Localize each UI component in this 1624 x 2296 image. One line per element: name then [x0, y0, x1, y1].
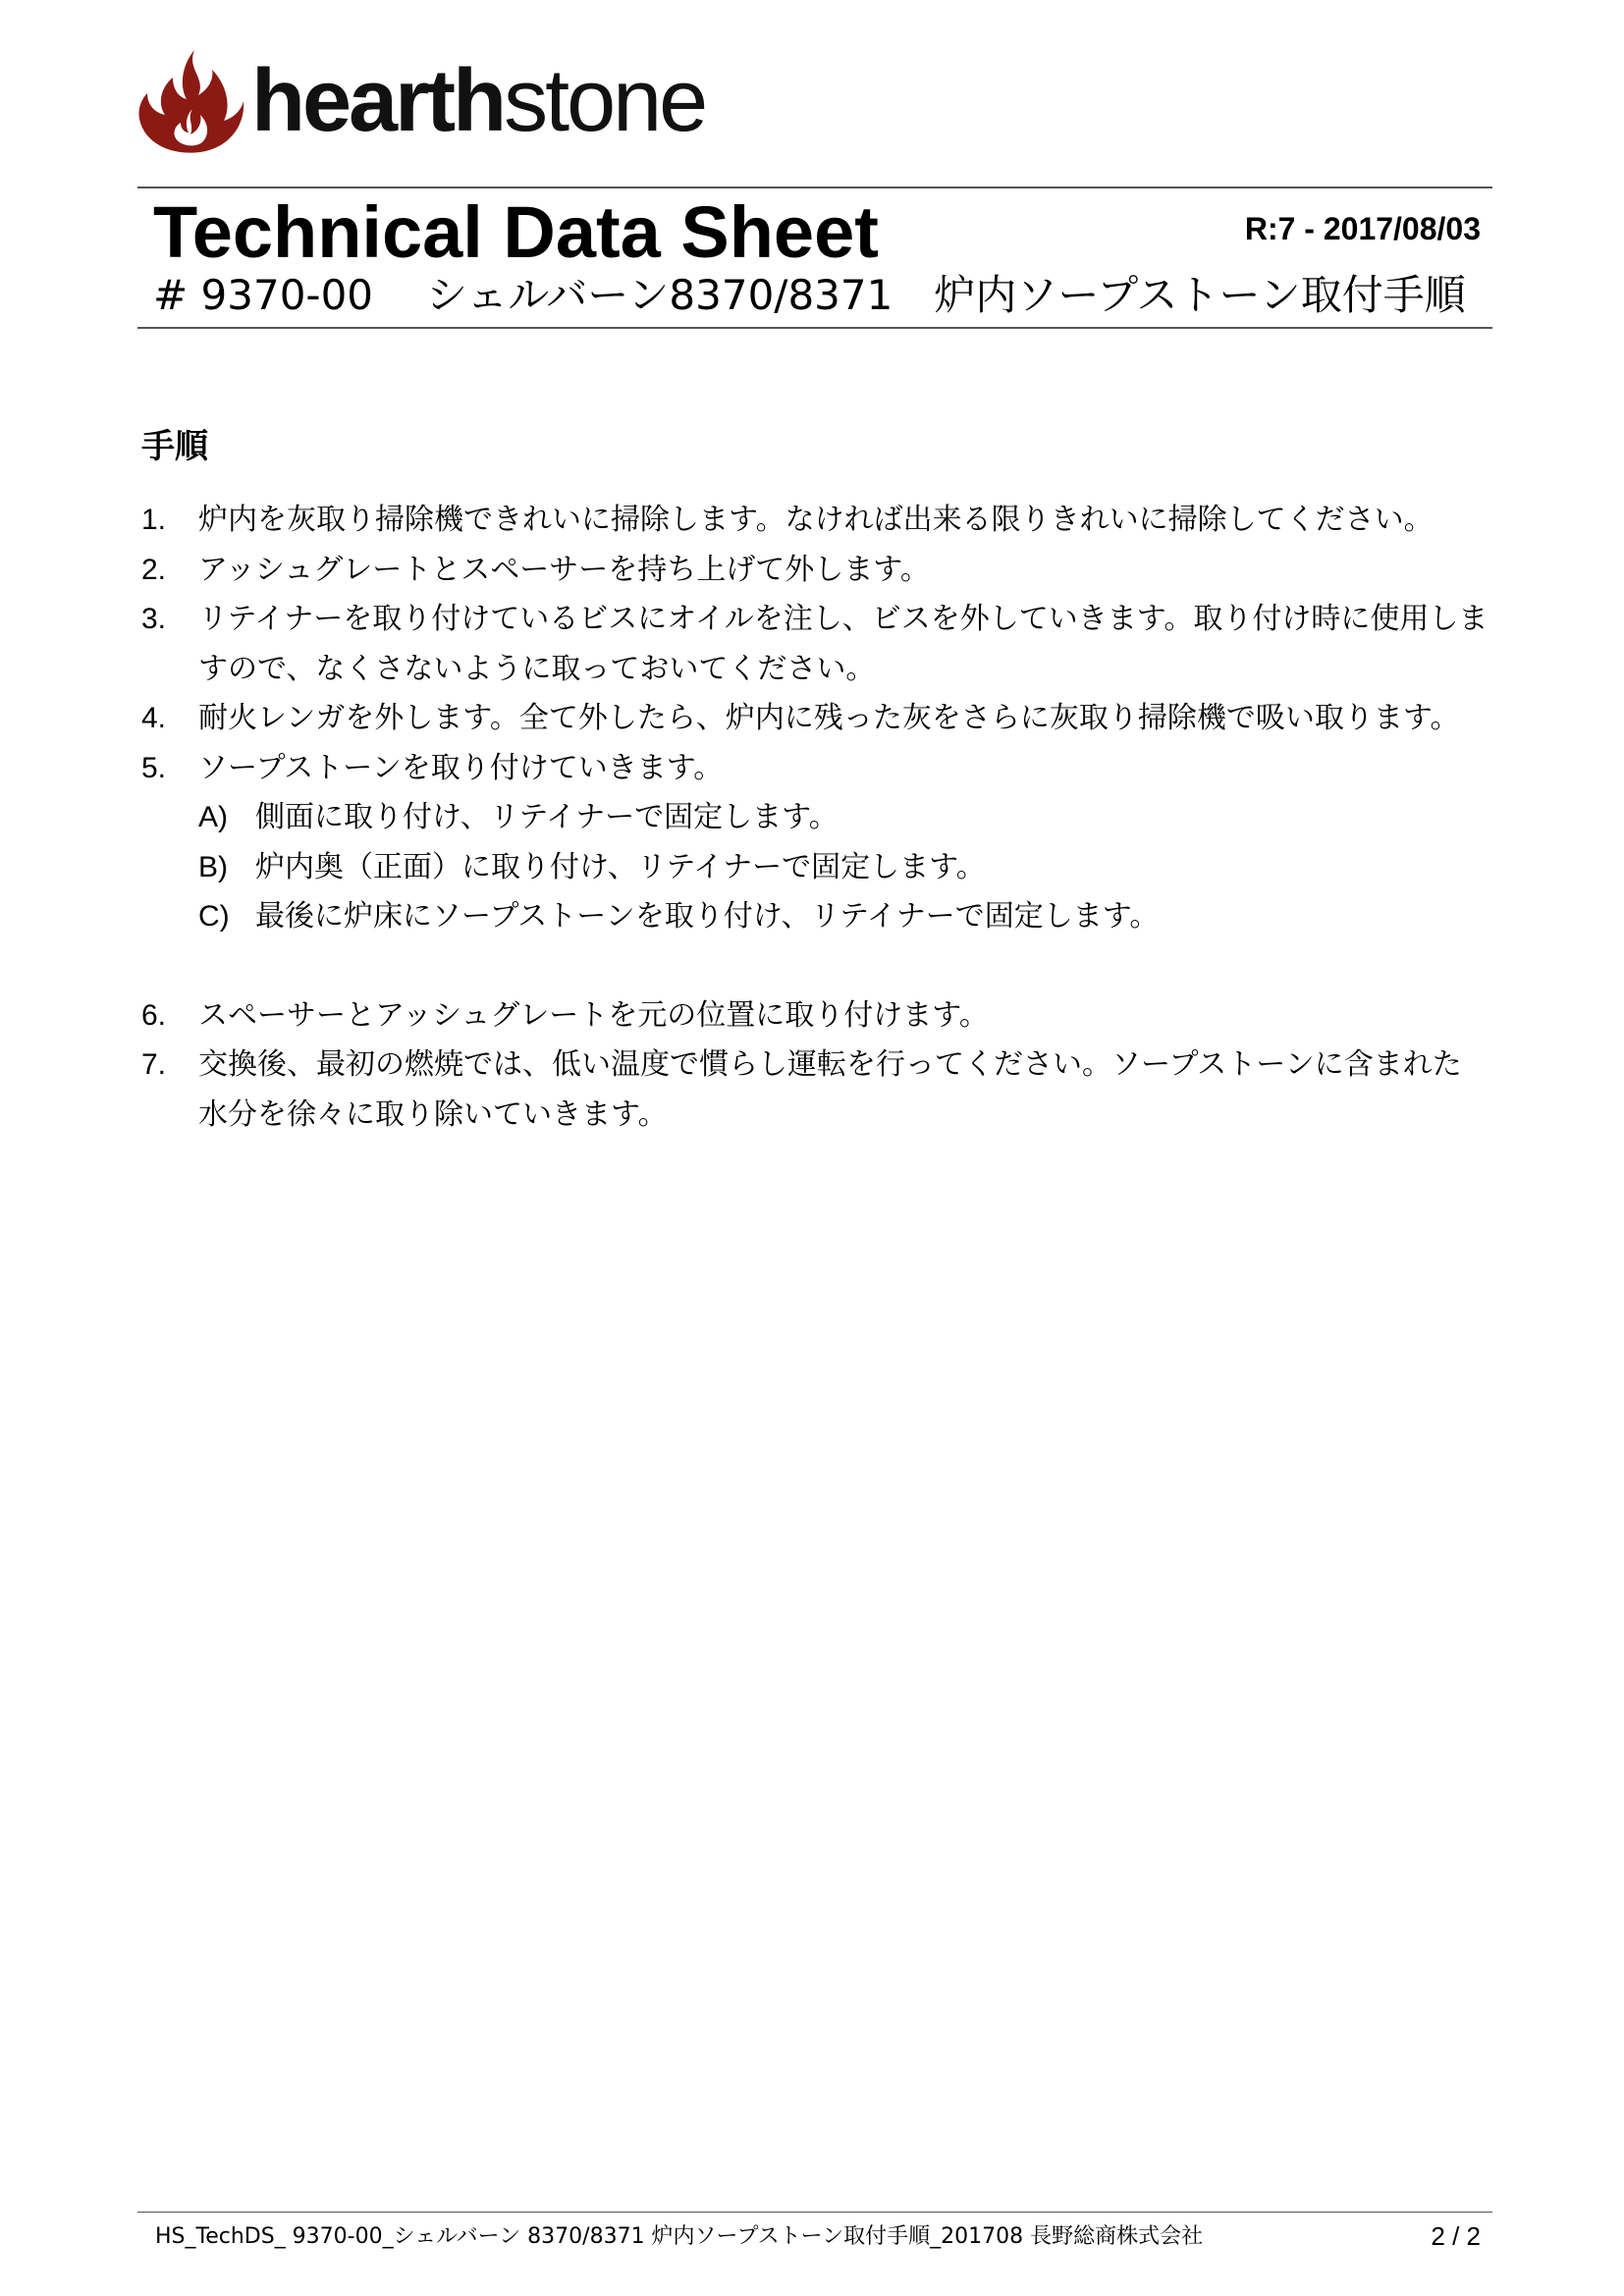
step-text-line: すので、なくさないように取っておいてください。 [198, 651, 876, 686]
step-number: 2. [141, 553, 167, 586]
step-text-line: ソープストーンを取り付けていきます。 [198, 750, 724, 785]
footer-text: HS_TechDS_ 9370-00_シェルバーン 8370/8371 炉内ソープストーン取付手順_201708 長野総商株式会社 [155, 2224, 1204, 2249]
logo-text-bold: hearth [251, 52, 505, 150]
substep-letter: B) [198, 850, 228, 883]
step-text-line: アッシュグレートとスペーサーを持ち上げて外します。 [198, 552, 930, 587]
header-bottom-rule [137, 327, 1492, 329]
step-5 [141, 744, 1496, 942]
substep-letter: A) [198, 801, 228, 833]
step-text-line: 交換後、最初の燃焼では、低い温度で慣らし運転を行ってください。ソープストーンに含まれた [198, 1047, 1462, 1082]
document-subject: シェルバーン8370/8371 炉内ソープストーン取付手順 [426, 271, 1466, 319]
step-6 [141, 991, 1496, 1041]
step-number: 3. [141, 603, 167, 635]
flame-icon [137, 48, 245, 154]
substep-c [198, 892, 1496, 942]
substep-text: 最後に炉床にソープストーンを取り付け、リテイナーで固定します。 [255, 899, 1160, 934]
substep-letter: C) [198, 900, 230, 933]
page-number: 2 / 2 [1431, 2221, 1481, 2251]
step-text-line: スペーサーとアッシュグレートを元の位置に取り付けます。 [198, 997, 989, 1033]
step-number: 6. [141, 998, 167, 1032]
step-number: 5. [141, 751, 167, 784]
step-number: 4. [141, 702, 167, 734]
revision-label: R:7 - 2017/08/03 [1244, 211, 1481, 246]
section-heading: 手順 [141, 427, 208, 466]
step-number: 1. [141, 504, 167, 536]
spacer [141, 942, 1496, 991]
step-text-line: 炉内を灰取り掃除機できれいに掃除します。なければ出来る限りきれいに掃除してください。 [198, 503, 1434, 537]
substep-text: 側面に取り付け、リテイナーで固定します。 [255, 800, 839, 834]
procedure-steps [141, 496, 1496, 1140]
document-subtitle [153, 267, 1466, 324]
substep-list [198, 793, 1496, 942]
step-3 [141, 595, 1496, 694]
step-4 [141, 694, 1496, 744]
step-text-line: 水分を徐々に取り除いていきます。 [198, 1096, 668, 1132]
substep-text: 炉内奥（正面）に取り付け、リテイナーで固定します。 [255, 849, 986, 884]
document-number: # 9370-00 [153, 271, 374, 319]
logo-wordmark [251, 52, 706, 150]
page-title: Technical Data Sheet [153, 191, 879, 273]
step-text-line: 耐火レンガを外します。全て外したら、炉内に残った灰をさらに灰取り掃除機で吸い取ります。 [198, 701, 1460, 735]
brand-logo [137, 47, 706, 155]
step-2 [141, 546, 1496, 596]
step-7 [141, 1041, 1496, 1140]
substep-b [198, 843, 1496, 893]
substep-a [198, 793, 1496, 843]
step-text-line: リテイナーを取り付けているビスにオイルを注し、ビスを外していきます。取り付け時に使用しま [198, 602, 1489, 636]
header-top-rule [137, 187, 1492, 188]
step-1 [141, 496, 1496, 546]
footer-rule [137, 2212, 1492, 2213]
logo-text-light: stone [504, 52, 706, 150]
step-number: 7. [141, 1048, 167, 1081]
